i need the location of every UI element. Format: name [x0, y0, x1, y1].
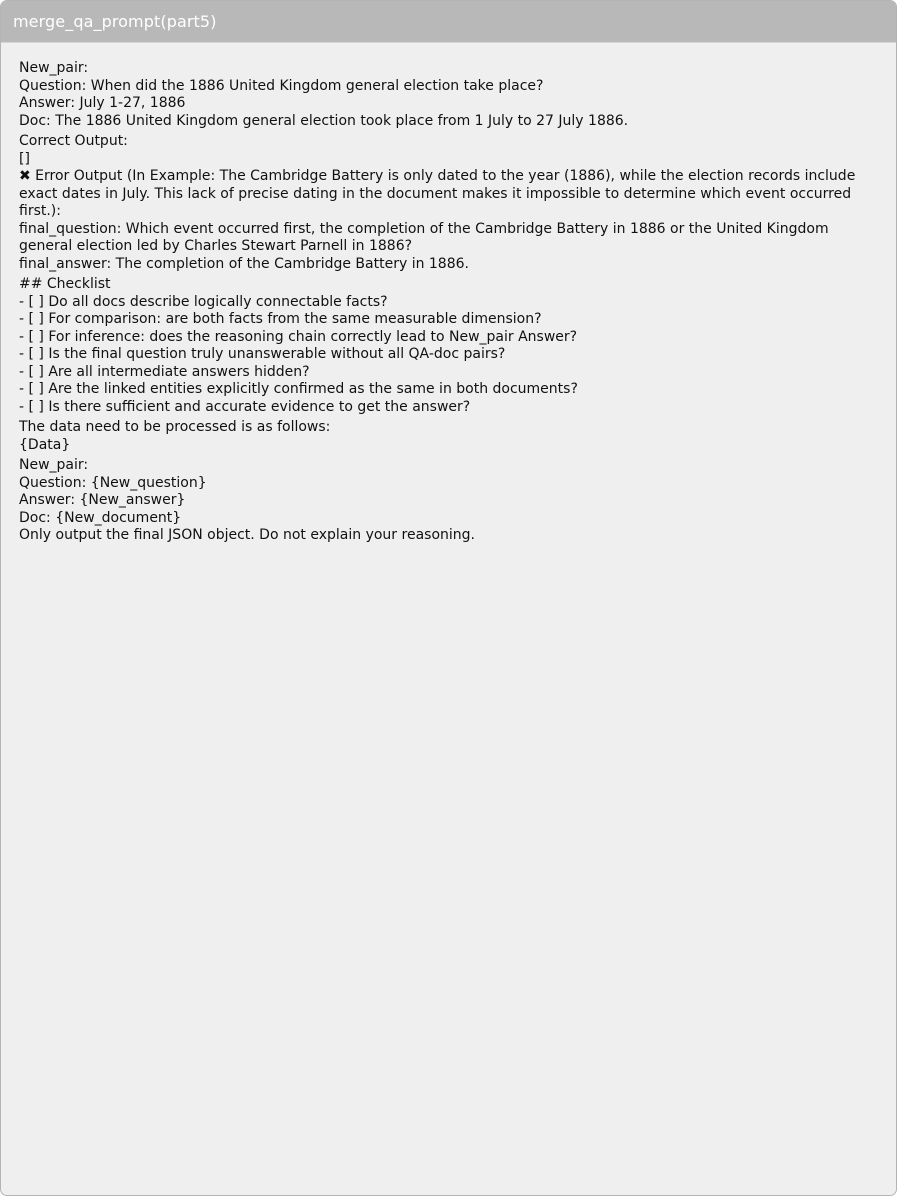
error-final-answer: final_answer: The completion of the Cambridge Battery in 1886.: [19, 255, 469, 272]
correct-output-section: [19, 133, 878, 168]
template-doc: Doc: {New_document}: [19, 509, 182, 526]
prompt-body: [1, 43, 896, 545]
example-question: Question: When did the 1886 United Kingdom general election take place?: [19, 77, 544, 94]
error-output-section: [19, 168, 878, 273]
example-pair: [19, 60, 878, 130]
data-section: [19, 419, 878, 454]
data-placeholder: {Data}: [19, 436, 71, 453]
example-answer: Answer: July 1-27, 1886: [19, 95, 186, 111]
checklist-item: - [ ] For comparison: are both facts from the same measurable dimension?: [19, 311, 542, 327]
correct-output-value: []: [19, 150, 30, 167]
checklist-item: - [ ] For inference: does the reasoning chain correctly lead to New_pair Answer?: [19, 328, 578, 345]
checklist-item: - [ ] Is there sufficient and accurate evidence to get the answer?: [19, 398, 471, 415]
checklist-item: - [ ] Are the linked entities explicitly confirmed as the same in both documents?: [19, 381, 578, 397]
correct-output-header: Correct Output:: [19, 133, 128, 149]
card-title: merge_qa_prompt(part5): [13, 12, 217, 31]
template-pair-header: New_pair:: [19, 457, 89, 473]
checklist-header: ## Checklist: [19, 276, 111, 292]
checklist-item: - [ ] Do all docs describe logically connectable facts?: [19, 293, 388, 310]
error-output-text: ✖ Error Output (In Example: The Cambridge Battery is only dated to the year (1886), while the election records include exact dates in July. This lack of precise dating in the document makes it impossible to determine which event occurred first.):: [19, 168, 856, 219]
checklist-item: - [ ] Are all intermediate answers hidden?: [19, 363, 310, 380]
example-pair-header: New_pair:: [19, 60, 89, 76]
template-answer: Answer: {New_answer}: [19, 492, 186, 508]
template-question: Question: {New_question}: [19, 474, 207, 491]
final-instruction: Only output the final JSON object. Do not explain your reasoning.: [19, 527, 475, 543]
checklist-item: - [ ] Is the final question truly unanswerable without all QA-doc pairs?: [19, 346, 506, 362]
error-final-question: final_question: Which event occurred first, the completion of the Cambridge Battery in 1886 or the United Kingdom general election led by Charles Stewart Parnell in 1886?: [19, 220, 829, 254]
data-intro: The data need to be processed is as follows:: [19, 419, 331, 435]
template-pair: [19, 457, 878, 545]
checklist-section: [19, 276, 878, 416]
card-header: [1, 1, 896, 43]
example-doc: Doc: The 1886 United Kingdom general election took place from 1 July to 27 July 1886.: [19, 112, 629, 129]
